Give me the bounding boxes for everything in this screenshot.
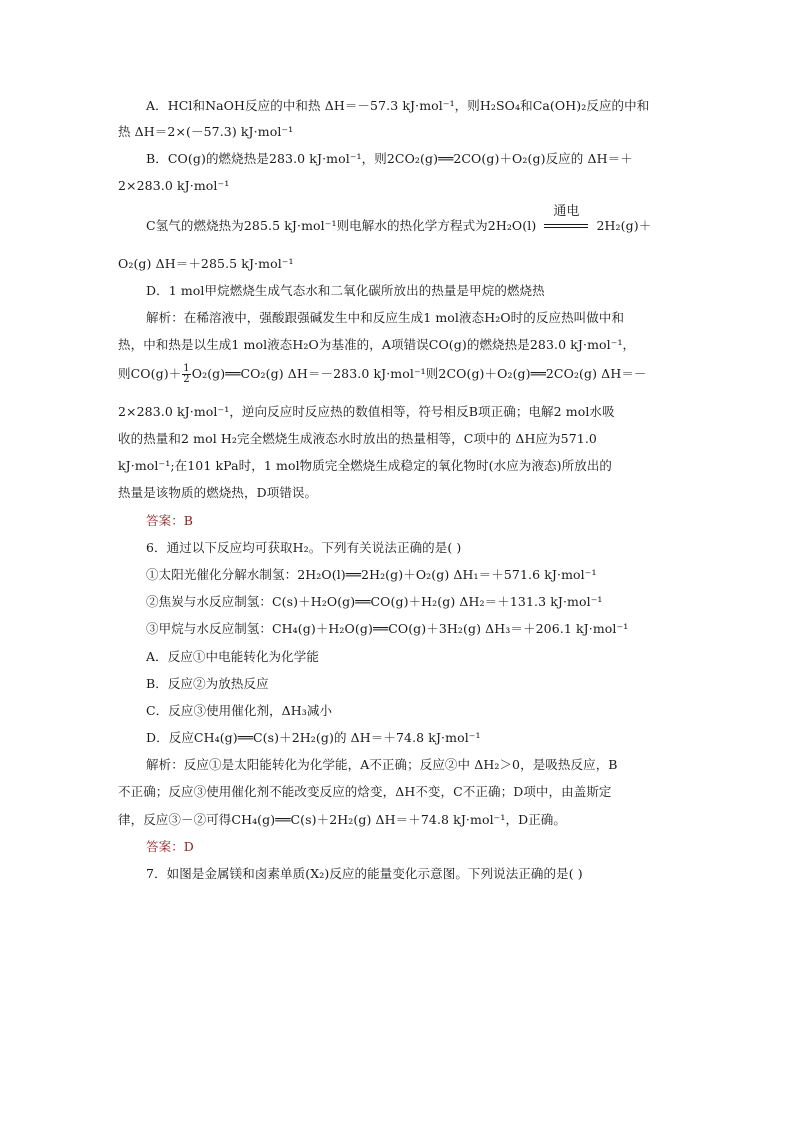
q6-analysis-line-3: 律，反应③－②可得CH₄(g)══C(s)＋2H₂(g) ΔH＝＋74.8 kJ·mol⁻¹，D正确。 [118,812,567,827]
option-a-line-2: 热 ΔH＝2×(－57.3) kJ·mol⁻¹ [118,124,294,139]
q6-option-c: C．反应③使用催化剂，ΔH₃减小 [146,703,333,718]
question-7: 7．如图是金属镁和卤素单质(X₂)反应的能量变化示意图。下列说法正确的是( ) [146,866,583,881]
reaction-1: ①太阳光催化分解水制氢：2H₂O(l)══2H₂(g)＋O₂(g) ΔH₁＝＋571.6 kJ·mol⁻¹ [146,567,597,582]
q6-analysis-line-2: 不正确；反应③使用催化剂不能改变反应的焓变，ΔH不变，C不正确；D项中，由盖斯定 [118,784,612,799]
q6-option-b: B．反应②为放热反应 [146,676,269,691]
analysis-line-1: 解析：在稀溶液中，强酸跟强碱发生中和反应生成1 mol液态H₂O时的反应热叫做中和 [146,310,625,325]
option-c-line-1 [146,204,706,235]
analysis-line-7: 热量是该物质的燃烧热，D项错误。 [118,485,318,500]
option-c-line-2: O₂(g) ΔH＝＋285.5 kJ·mol⁻¹ [118,256,294,271]
analysis-line-3a: 则CO(g)＋ [118,366,182,381]
fraction-half [182,364,190,385]
analysis-line-3b: O₂(g)══CO₂(g) ΔH＝－283.0 kJ·mol⁻¹则2CO(g)＋O₂(g)══2CO₂(g) ΔH＝－ [191,366,647,381]
reaction-2: ②焦炭与水反应制氢：C(s)＋H₂O(g)══CO(g)＋H₂(g) ΔH₂＝＋131.3 kJ·mol⁻¹ [146,594,603,609]
q6-analysis-line-1: 解析：反应①是太阳能转化为化学能，A不正确；反应②中 ΔH₂＞0，是吸热反应，B [146,757,618,772]
analysis-line-6: kJ·mol⁻¹;在101 kPa时，1 mol物质完全燃烧生成稳定的氧化物时(水应为液态)所放出的 [118,458,613,473]
analysis-line-5: 收的热量和2 mol H₂完全燃烧生成液态水时放出的热量相等，C项中的 ΔH应为571.0 [118,431,597,446]
electrolysis-condition: 通电 [553,204,580,219]
q6-option-a: A．反应①中电能转化为化学能 [146,649,319,664]
fraction-numerator: 1 [183,363,190,374]
question-6: 6．通过以下反应均可获取H₂。下列有关说法正确的是( ) [146,540,462,555]
analysis-line-4: 2×283.0 kJ·mol⁻¹，逆向反应时反应热的数值相等，符号相反B项正确；电解2 mol水吸 [118,404,615,419]
fraction-denominator: 2 [183,374,190,385]
option-c-text: C氢气的燃烧热为285.5 kJ·mol⁻¹则电解水的热化学方程式为2H₂O(l) [146,218,537,233]
option-c-products: 2H₂(g)＋ [596,218,652,233]
analysis-line-2: 热，中和热是以生成1 mol液态H₂O为基准的，A项错误CO(g)的燃烧热是283.0 kJ·mol⁻¹， [118,337,636,352]
analysis-line-3 [118,364,678,385]
option-b-line-2: 2×283.0 kJ·mol⁻¹ [118,178,230,193]
option-b-line-1: B．CO(g)的燃烧热是283.0 kJ·mol⁻¹，则2CO₂(g)══2CO(g)＋O₂(g)反应的 ΔH＝＋ [146,151,633,166]
option-a-line-1: A．HCl和NaOH反应的中和热 ΔH＝－57.3 kJ·mol⁻¹，则H₂SO₄和Ca(OH)₂反应的中和 [146,98,650,113]
electrolysis-arrow [540,204,592,235]
q6-option-d: D．反应CH₄(g)══C(s)＋2H₂(g)的 ΔH＝＋74.8 kJ·mol⁻¹ [146,730,481,745]
answer-5: 答案：B [146,513,194,528]
reaction-3: ③甲烷与水反应制氢：CH₄(g)＋H₂O(g)══CO(g)＋3H₂(g) ΔH₃＝＋206.1 kJ·mol⁻¹ [146,621,629,636]
answer-6: 答案：D [146,839,194,854]
option-d-line: D．1 mol甲烷燃烧生成气态水和二氧化碳所放出的热量是甲烷的燃烧热 [146,283,545,298]
equals-arrow-icon [544,224,588,228]
